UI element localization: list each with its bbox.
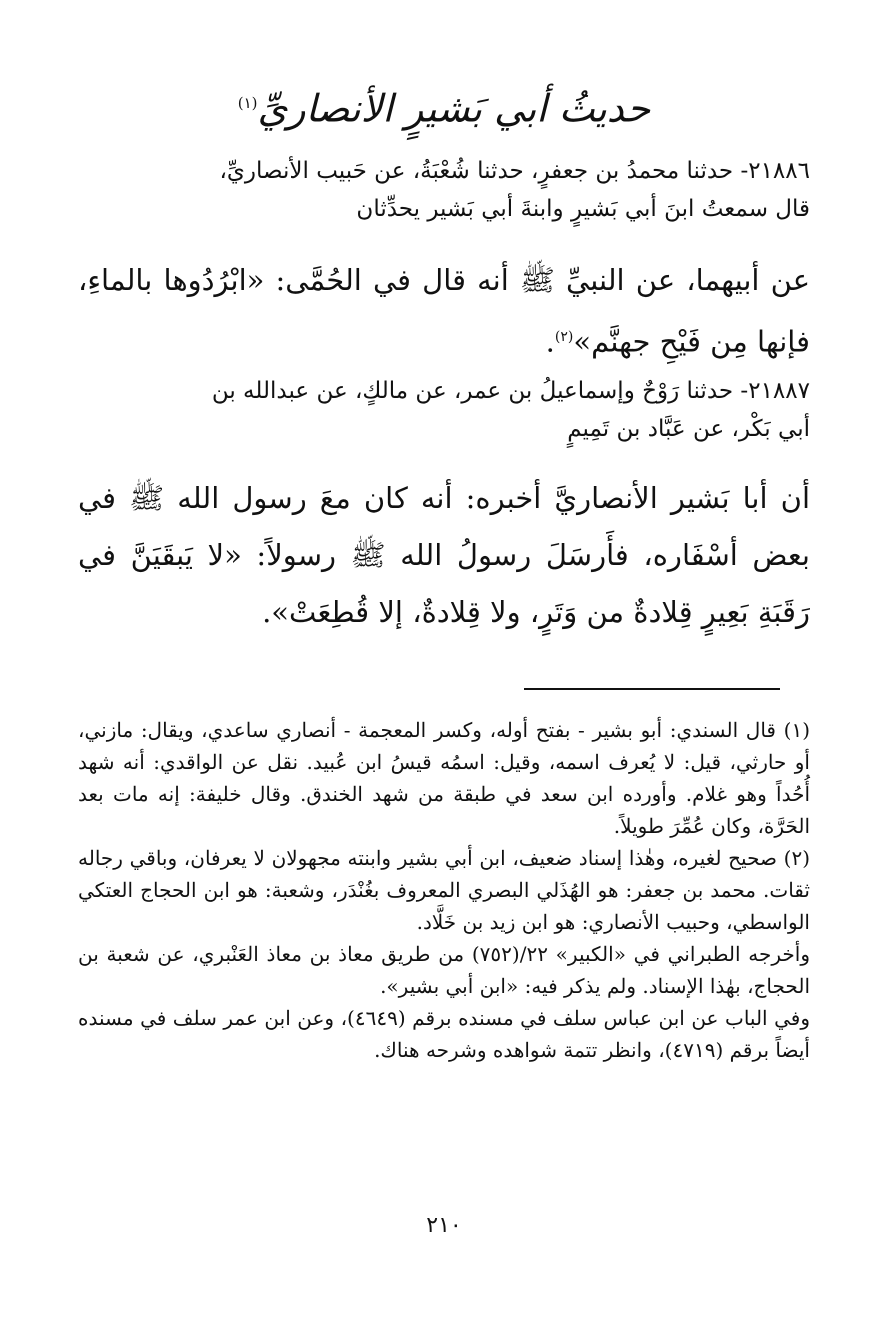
title-footnote-ref: (١) <box>237 94 258 112</box>
hadith-1887-text: أن أبا بَشير الأنصاريَّ أخبره: أنه كان معَ رسول الله ﷺ في بعض أسْفَاره، فأَرسَلَ رسولُ الله ﷺ رسولاً: «لا يَبقَيَنَّ في رَقَبَةِ بَعِيرٍ قِلادةٌ من وَتَرٍ، ولا قِلادةٌ، إلا قُطِعَتْ». <box>78 481 810 629</box>
hadith-text: عن أبيهما، عن النبيِّ ﷺ أنه قال في الحُمَّى: «ابْرُدُوها بالماءِ، فإنها مِن فَيْحِ جهنَّم» <box>78 263 810 359</box>
page-title <box>0 78 888 134</box>
footnote-separator <box>524 688 780 690</box>
hadith-1886-chain <box>78 152 810 228</box>
chain-line: قال سمعتُ ابنَ أبي بَشيرٍ وابنةَ أبي بَشير يحدِّثان <box>356 196 810 222</box>
hadith-end: . <box>545 324 555 359</box>
chain-line: أبي بَكْر، عن عَبَّاد بن تَمِيمٍ <box>567 416 810 442</box>
footnote-2-paragraph: وفي الباب عن ابن عباس سلف في مسنده برقم (٤٦٤٩)، وعن ابن عمر سلف في مسنده أيضاً برقم (٤٧١٩)، وانظر تتمة شواهده وشرحه هناك. <box>78 1006 810 1062</box>
hadith-1887-chain <box>78 372 810 448</box>
footnote-1: (١) قال السندي: أبو بشير - بفتح أوله، وكسر المعجمة - أنصاري ساعدي، ويقال: مازني، أو حارثي، قيل: لا يُعرف اسمه، وقيل: اسمُه قيسُ ابن عُبيد. نقل عن الواقدي: أنه شهد أُحُداً وهو غلام. وأورده ابن سعد في طبقة من شهد الخندق. وقال خليفة: إنه مات بعد الحَرَّة، وكان عُمِّرَ طويلاً. <box>78 718 810 838</box>
hadith-1886-text <box>78 252 810 371</box>
footnotes <box>78 714 810 1066</box>
footnote-2-paragraph: وأخرجه الطبراني في «الكبير» ٢٢/(٧٥٢) من طريق معاذ بن معاذ العَنْبري، عن شعبة بن الحجاج، بهٰذا الإسناد. ولم يذكر فيه: «ابن أبي بشير». <box>78 942 810 998</box>
footnote-2: (٢) صحيح لغيره، وهٰذا إسناد ضعيف، ابن أبي بشير وابنته مجهولان لا يعرفان، وباقي رجاله ثقات. محمد بن جعفر: هو الهُذَلي البصري المعروف بغُنْدَر، وشعبة: هو ابن الحجاج العتكي الواسطي، وحبيب الأنصاري: هو ابن زيد بن خَلَّاد. <box>78 846 810 934</box>
footnote-ref: (٢) <box>554 329 574 345</box>
title-text: حديثُ أبي بَشيرٍ الأنصاريِّ <box>257 86 651 131</box>
page-number: ٢١٠ <box>426 1213 462 1238</box>
chain-line: ٢١٨٨٧- حدثنا رَوْحٌ وإسماعيلُ بن عمر، عن مالكٍ، عن عبدالله بن <box>211 378 810 404</box>
chain-line: ٢١٨٨٦- حدثنا محمدُ بن جعفرٍ، حدثنا شُعْبَةُ، عن حَبيب الأنصاريِّ، <box>219 158 810 184</box>
